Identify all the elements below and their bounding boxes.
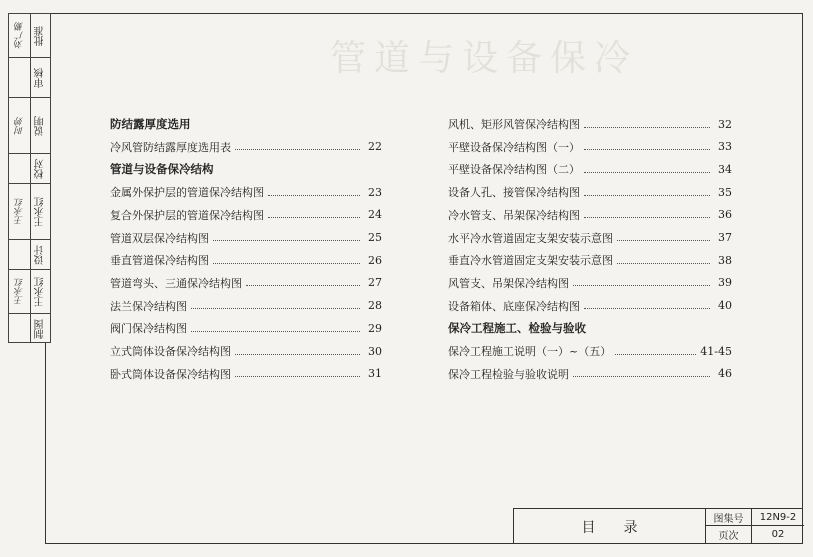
toc-leader-dots [191,308,360,309]
toc-leader-dots [235,354,360,355]
toc-page-number: 26 [368,253,382,267]
toc-entry[interactable] [448,250,732,270]
toc-leader-dots [573,285,710,286]
toc-leader-dots [235,149,360,150]
toc-leader-dots [584,172,710,173]
watermark-title: 管道与设备保冷 [330,38,639,79]
toc-entry-title: 防结露厚度选用 [110,117,191,131]
toc-leader-dots [573,376,710,377]
sign-cell-review [9,58,30,98]
toc-page-number: 36 [718,208,732,222]
toc-entry[interactable] [448,273,732,293]
label-cell-draw [30,314,51,344]
toc-entry[interactable] [110,318,382,338]
toc-page-number: 31 [368,367,382,381]
page-number-label: 页次 [706,526,752,543]
toc-entry[interactable] [448,205,732,225]
toc-entry-title: 冷水管支、吊架保冷结构图 [448,208,580,222]
sign-cell-draw [9,314,30,344]
sign-cell-design [9,240,30,270]
toc-page-number: 23 [368,185,382,199]
toc-leader-dots [584,195,710,196]
sidebar-label-column [30,14,51,342]
toc-leader-dots [617,240,710,241]
toc-page-number: 25 [368,231,382,244]
toc-leader-dots [213,240,360,241]
sign-cell-check [9,154,30,184]
toc-page-number: 22 [368,140,382,154]
toc-entry[interactable] [448,137,732,157]
toc-page-number: 30 [368,344,382,358]
label-cell-drafter-name [30,270,51,314]
toc-section-heading [448,318,732,338]
toc-leader-dots [235,376,360,377]
toc-entry-title: 法兰保冷结构图 [110,299,187,313]
toc-entry[interactable] [448,159,732,179]
label-draw: 制图 [34,319,46,339]
toc-entry-title: 平壁设备保冷结构图（二） [448,163,580,177]
toc-leader-dots [617,263,710,264]
toc-entry-title: 设备箱体、底座保冷结构图 [448,299,580,313]
toc-page-number: 33 [718,140,732,154]
toc-leader-dots [584,149,710,150]
toc-entry-title: 平壁设备保冷结构图（一） [448,140,580,154]
sign-cell-explain [9,98,30,154]
toc-entry-title: 设备人孔、接管保冷结构图 [448,186,580,200]
label-check: 校对 [34,158,46,179]
toc-entry-title: 保冷工程检验与验收说明 [448,367,569,381]
sidebar-sign-column [9,14,31,342]
atlas-number-label: 图集号 [706,509,752,526]
toc-entry[interactable] [448,364,732,384]
toc-page-number: 34 [718,162,732,176]
toc-page-number: 40 [718,299,732,313]
toc-entry[interactable] [110,137,382,157]
toc-entry-title: 金属外保护层的管道保冷结构图 [110,186,264,200]
toc-entry-title: 风机、矩形风管保冷结构图 [448,118,580,131]
toc-entry[interactable] [110,296,382,316]
toc-entry-title: 管道弯头、三通保冷结构图 [110,276,242,290]
toc-section-heading [110,114,382,134]
sign-cell-drafter [9,270,30,314]
label-approve: 批准 [34,25,46,46]
toc-entry-title: 保冷工程施工说明（一）~（五） [448,345,612,358]
sign-cell-designer [9,184,30,240]
label-review: 审核 [34,67,46,88]
toc-page-number: 35 [718,185,732,199]
toc-entry-title: 风管支、吊架保冷结构图 [448,276,569,290]
toc-entry[interactable] [448,114,732,134]
toc-entry[interactable] [110,250,382,270]
toc-leader-dots [268,195,360,196]
title-block [513,508,803,544]
toc-page-number: 39 [718,276,732,290]
drawing-title: 目录 [514,509,706,544]
toc-entry[interactable] [448,296,732,316]
toc-entry-title: 立式筒体设备保冷结构图 [110,345,231,358]
label-drafter-name: 王永红 [34,276,46,307]
toc-entry-title: 水平冷水管道固定支架安装示意图 [448,231,613,245]
toc-entry[interactable] [448,182,732,202]
signature-explain: 时婷 [14,116,25,135]
toc-page-number: 46 [718,367,732,381]
label-cell-design [30,240,51,270]
label-designer-name: 王永红 [34,196,46,227]
page-number-value: 02 [771,529,785,540]
atlas-number-value: 12N9-2 [752,509,804,526]
toc-entry[interactable] [448,228,732,248]
toc-page-number: 27 [368,276,382,290]
toc-leader-dots [584,308,710,309]
label-cell-explain [30,98,51,154]
toc-entry[interactable] [110,182,382,202]
toc-page-number: 41-45 [700,344,732,358]
toc-section-heading [110,159,382,179]
toc-entry-title: 垂直管道保冷结构图 [110,254,209,268]
toc-leader-dots [584,127,710,128]
toc-page-number: 24 [368,208,382,222]
toc-entry-title: 垂直冷水管道固定支架安装示意图 [448,254,613,268]
toc-entry-title: 保冷工程施工、检验与验收 [448,321,586,336]
label-design: 设计 [34,244,46,265]
label-cell-designer-name [30,184,51,240]
label-cell-check [30,154,51,184]
toc-leader-dots [615,354,696,355]
toc-leader-dots [268,217,360,218]
toc-entry-title: 管道双层保冷结构图 [110,231,209,245]
approval-sidebar [8,13,51,343]
toc-entry[interactable] [110,205,382,225]
toc-entry-title: 冷风管防结露厚度选用表 [110,140,231,154]
signature-designer: 王永红 [14,198,25,225]
toc-entry[interactable] [110,341,382,361]
label-cell-review [30,58,51,98]
toc-entry[interactable] [110,273,382,293]
toc-entry[interactable] [448,341,732,361]
toc-page-number: 29 [368,321,382,335]
toc-leader-dots [246,285,360,286]
toc-entry[interactable] [110,228,382,248]
signature-drafter: 王永红 [14,278,25,305]
toc-entry-title: 管道与设备保冷结构 [110,162,214,177]
toc-leader-dots [213,263,360,264]
toc-entry[interactable] [110,364,382,384]
toc-page-number: 28 [368,299,382,313]
toc-leader-dots [191,331,360,332]
label-explain: 说明 [34,115,46,136]
label-cell-approve [30,14,51,58]
toc-page-number: 37 [718,231,732,244]
toc-page-number: 32 [718,117,732,131]
toc-leader-dots [584,217,710,218]
toc-page-number: 38 [718,253,732,267]
toc-entry-title: 阀门保冷结构图 [110,322,187,336]
toc-entry-title: 复合外保护层的管道保冷结构图 [110,208,264,222]
sign-cell-approve [9,14,30,58]
toc-entry-title: 卧式筒体设备保冷结构图 [110,367,231,381]
signature-approve: 刘广勤 [14,22,25,49]
